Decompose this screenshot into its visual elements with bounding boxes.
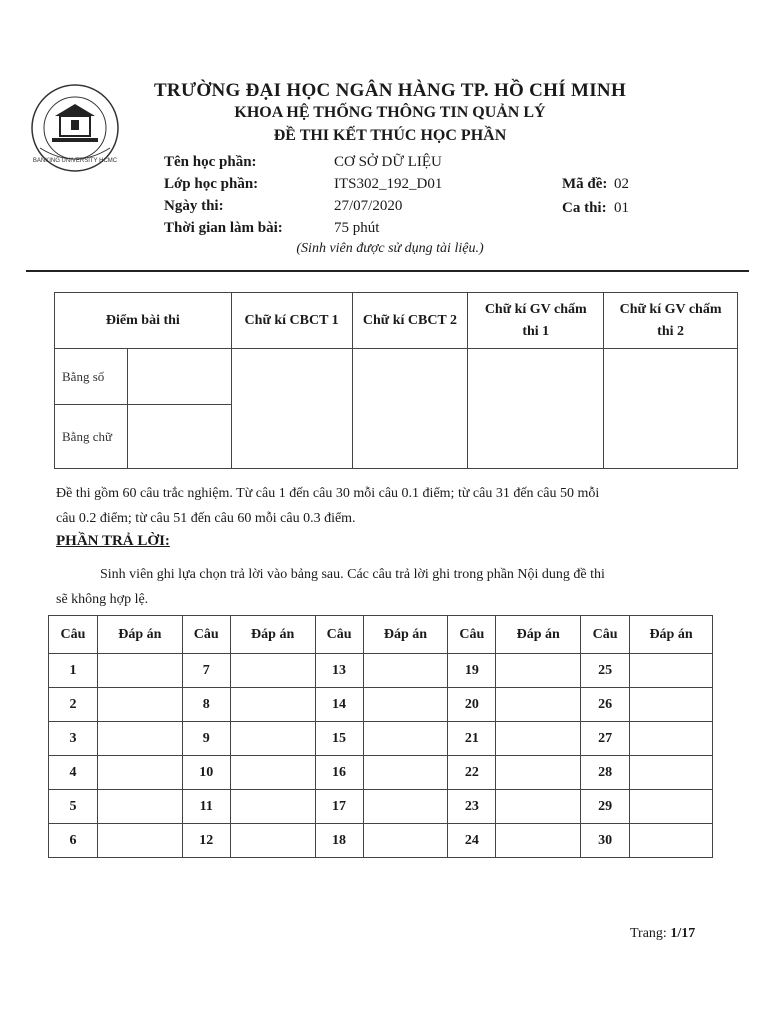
answer-cell[interactable] <box>496 722 581 756</box>
answer-table <box>48 615 713 858</box>
table-row <box>49 824 713 858</box>
course-value: CƠ SỞ DỮ LIỆU <box>334 154 442 170</box>
score-words-label: Bằng chữ <box>55 405 128 469</box>
question-number: 5 <box>49 790 98 824</box>
answer-cell[interactable] <box>230 688 315 722</box>
table-row <box>49 688 713 722</box>
answer-cell[interactable] <box>363 756 448 790</box>
instructions-paragraph: Đề thi gồm 60 câu trắc nghiệm. Từ câu 1 đến câu 30 mỗi câu 0.1 điểm; từ câu 31 đến câu 50 mỗi câu 0.2 điểm; từ câu 51 đến câu 60 mỗi câu 0.3 điểm. <box>56 486 600 526</box>
answer-header: Đáp án <box>496 616 581 654</box>
answer-instructions: Sinh viên ghi lựa chọn trả lời vào bảng sau. Các câu trả lời ghi trong phần Nội dung đề thi sẽ không hợp lệ. <box>56 567 605 607</box>
grader1-header: Chữ kí GV chấm thi 1 <box>468 293 604 349</box>
answer-cell[interactable] <box>97 824 182 858</box>
answer-header: Đáp án <box>363 616 448 654</box>
shift-label: Ca thi: <box>562 200 607 216</box>
answer-cell[interactable] <box>97 654 182 688</box>
question-number: 3 <box>49 722 98 756</box>
answer-cell[interactable] <box>97 790 182 824</box>
faculty-name: KHOA HỆ THỐNG THÔNG TIN QUẢN LÝ <box>234 104 546 121</box>
question-number: 6 <box>49 824 98 858</box>
answer-cell[interactable] <box>363 722 448 756</box>
cbct1-header: Chữ kí CBCT 1 <box>231 293 352 349</box>
question-header: Câu <box>581 616 630 654</box>
score-table <box>54 292 738 469</box>
question-number: 22 <box>448 756 496 790</box>
grader2-header: Chữ kí GV chấm thi 2 <box>604 293 738 349</box>
course-label: Tên học phần: <box>164 154 257 170</box>
answer-cell[interactable] <box>630 790 713 824</box>
score-number-label: Bằng số <box>55 349 128 405</box>
grader1-signature-cell[interactable] <box>468 349 604 469</box>
exam-code-label: Mã đề: <box>562 176 608 192</box>
question-number: 15 <box>315 722 363 756</box>
score-header: Điểm bài thi <box>55 293 232 349</box>
answer-cell[interactable] <box>230 722 315 756</box>
exam-title: ĐỀ THI KẾT THÚC HỌC PHẦN <box>273 127 507 144</box>
answer-cell[interactable] <box>496 824 581 858</box>
page-number: Trang: 1/17 <box>630 926 696 941</box>
question-number: 7 <box>182 654 230 688</box>
answer-cell[interactable] <box>230 654 315 688</box>
grader2-signature-cell[interactable] <box>604 349 738 469</box>
answer-header: Đáp án <box>97 616 182 654</box>
answer-cell[interactable] <box>630 824 713 858</box>
question-number: 12 <box>182 824 230 858</box>
question-number: 26 <box>581 688 630 722</box>
answer-section-title: PHẦN TRẢ LỜI: <box>56 533 170 549</box>
question-header: Câu <box>182 616 230 654</box>
answer-cell[interactable] <box>363 688 448 722</box>
answer-cell[interactable] <box>630 722 713 756</box>
table-row <box>49 790 713 824</box>
answer-cell[interactable] <box>496 688 581 722</box>
shift-value: 01 <box>614 200 629 216</box>
duration-value: 75 phút <box>334 220 380 236</box>
class-value: ITS302_192_D01 <box>334 176 443 192</box>
date-value: 27/07/2020 <box>334 198 403 214</box>
answer-cell[interactable] <box>363 654 448 688</box>
question-number: 24 <box>448 824 496 858</box>
answer-cell[interactable] <box>97 756 182 790</box>
question-number: 20 <box>448 688 496 722</box>
question-number: 28 <box>581 756 630 790</box>
answer-cell[interactable] <box>496 756 581 790</box>
date-label: Ngày thi: <box>164 198 224 214</box>
university-logo <box>18 78 132 178</box>
answer-header: Đáp án <box>630 616 713 654</box>
question-number: 29 <box>581 790 630 824</box>
answer-cell[interactable] <box>230 824 315 858</box>
question-number: 2 <box>49 688 98 722</box>
answer-cell[interactable] <box>230 790 315 824</box>
question-header: Câu <box>448 616 496 654</box>
cbct2-header: Chữ kí CBCT 2 <box>352 293 468 349</box>
question-number: 14 <box>315 688 363 722</box>
question-number: 17 <box>315 790 363 824</box>
table-row <box>49 654 713 688</box>
table-row <box>49 756 713 790</box>
cbct1-signature-cell[interactable] <box>231 349 352 469</box>
question-number: 16 <box>315 756 363 790</box>
cbct2-signature-cell[interactable] <box>352 349 468 469</box>
answer-cell[interactable] <box>363 824 448 858</box>
answer-cell[interactable] <box>630 654 713 688</box>
answer-cell[interactable] <box>97 688 182 722</box>
answer-cell[interactable] <box>496 654 581 688</box>
svg-text:BANKING UNIVERSITY HCMC: BANKING UNIVERSITY HCMC <box>32 158 118 164</box>
university-name: TRƯỜNG ĐẠI HỌC NGÂN HÀNG TP. HỒ CHÍ MINH <box>153 80 627 101</box>
question-number: 21 <box>448 722 496 756</box>
question-number: 10 <box>182 756 230 790</box>
class-label: Lớp học phần: <box>164 176 259 192</box>
question-number: 4 <box>49 756 98 790</box>
question-number: 9 <box>182 722 230 756</box>
question-number: 27 <box>581 722 630 756</box>
duration-label: Thời gian làm bài: <box>164 220 283 236</box>
question-number: 1 <box>49 654 98 688</box>
score-number-cell[interactable] <box>127 349 231 405</box>
answer-cell[interactable] <box>230 756 315 790</box>
exam-code-value: 02 <box>614 176 629 192</box>
answer-cell[interactable] <box>496 790 581 824</box>
question-number: 23 <box>448 790 496 824</box>
answer-cell[interactable] <box>630 688 713 722</box>
materials-note: (Sinh viên được sử dụng tài liệu.) <box>296 241 484 256</box>
question-number: 18 <box>315 824 363 858</box>
question-number: 30 <box>581 824 630 858</box>
question-number: 19 <box>448 654 496 688</box>
question-number: 13 <box>315 654 363 688</box>
answer-cell[interactable] <box>97 722 182 756</box>
table-row <box>49 722 713 756</box>
score-words-cell[interactable] <box>127 405 231 469</box>
answer-cell[interactable] <box>363 790 448 824</box>
question-header: Câu <box>315 616 363 654</box>
question-number: 25 <box>581 654 630 688</box>
question-header: Câu <box>49 616 98 654</box>
question-number: 11 <box>182 790 230 824</box>
question-number: 8 <box>182 688 230 722</box>
header-divider <box>26 270 749 272</box>
answer-cell[interactable] <box>630 756 713 790</box>
answer-header: Đáp án <box>230 616 315 654</box>
